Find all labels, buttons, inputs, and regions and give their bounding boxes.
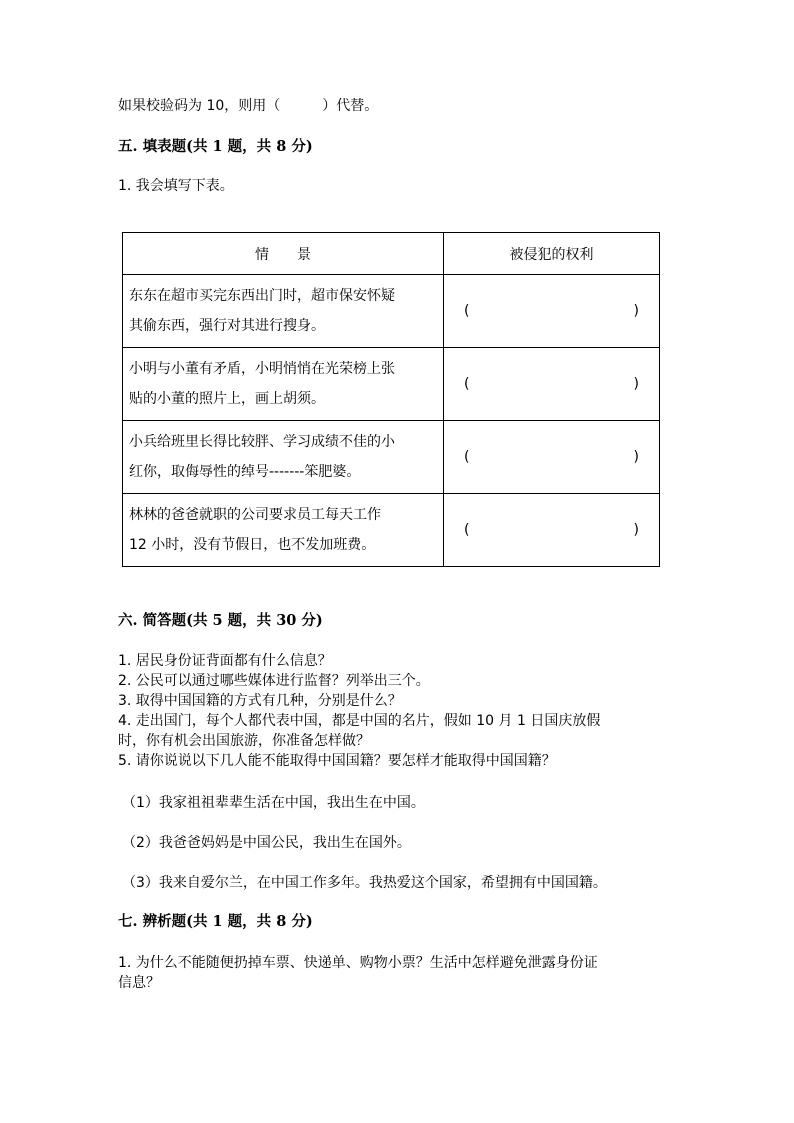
answer-cell[interactable] (444, 421, 660, 494)
question-line: 3. 取得中国国籍的方式有几种，分别是什么？ (118, 693, 402, 709)
scene-line: 东东在超市买完东西出门时，超市保安怀疑 (129, 288, 395, 304)
section6-heading: 六. 简答题(共 5 题，共 30 分) (118, 612, 323, 629)
open-paren: ( (464, 303, 470, 319)
close-paren: ) (633, 376, 639, 392)
table-row (123, 421, 660, 494)
table-row (123, 494, 660, 567)
scene-cell (123, 275, 444, 348)
section7-heading: 七. 辨析题(共 1 题，共 8 分) (118, 913, 313, 930)
scene-cell (123, 348, 444, 421)
section5-question: 1. 我会填写下表。 (118, 178, 234, 194)
close-paren: ) (633, 522, 639, 538)
open-paren: ( (464, 376, 470, 392)
section7-question-line1: 1. 为什么不能随便扔掉车票、快递单、购物小票？生活中怎样避免泄露身份证 (118, 955, 598, 971)
section5-heading: 五. 填表题(共 1 题，共 8 分) (118, 138, 313, 155)
scene-line: 其偷东西，强行对其进行搜身。 (129, 318, 325, 334)
subitem-1: （1）我家祖祖辈辈生活在中国，我出生在中国。 (122, 795, 425, 811)
scene-line: 红你，取侮辱性的绰号-------笨肥婆。 (129, 464, 361, 480)
question-line: 2. 公民可以通过哪些媒体进行监督？列举出三个。 (118, 673, 430, 689)
scene-cell (123, 421, 444, 494)
section6-questions (118, 651, 600, 771)
answer-cell[interactable] (444, 348, 660, 421)
header-scene: 情 景 (123, 233, 444, 275)
table-header-row (123, 233, 660, 275)
section7-question-line2: 信息？ (118, 975, 160, 991)
open-paren: ( (464, 522, 470, 538)
question-line: 1. 居民身份证背面都有什么信息？ (118, 653, 332, 669)
question-line: 5. 请你说说以下几人能不能取得中国国籍？要怎样才能取得中国国籍？ (118, 753, 556, 769)
table-row (123, 348, 660, 421)
answer-cell[interactable] (444, 275, 660, 348)
rights-table (122, 232, 660, 567)
table-row (123, 275, 660, 348)
open-paren: ( (464, 449, 470, 465)
scene-line: 12 小时，没有节假日，也不发加班费。 (129, 537, 376, 553)
scene-line: 小兵给班里长得比较胖、学习成绩不佳的小 (129, 434, 395, 450)
top-line: 如果校验码为 10，则用（ ）代替。 (118, 98, 379, 114)
close-paren: ) (633, 303, 639, 319)
close-paren: ) (633, 449, 639, 465)
scene-line: 小明与小董有矛盾，小明悄悄在光荣榜上张 (129, 361, 395, 377)
answer-cell[interactable] (444, 494, 660, 567)
scene-line: 贴的小董的照片上，画上胡须。 (129, 391, 325, 407)
question-line: 4. 走出国门，每个人都代表中国，都是中国的名片，假如 10 月 1 日国庆放假 (118, 713, 601, 729)
subitem-3: （3）我来自爱尔兰，在中国工作多年。我热爱这个国家，希望拥有中国国籍。 (122, 875, 607, 891)
subitem-2: （2）我爸爸妈妈是中国公民，我出生在国外。 (122, 835, 411, 851)
header-right: 被侵犯的权利 (444, 233, 660, 275)
scene-cell (123, 494, 444, 567)
question-line: 时，你有机会出国旅游，你准备怎样做？ (118, 733, 370, 749)
scene-line: 林林的爸爸就职的公司要求员工每天工作 (129, 507, 381, 523)
